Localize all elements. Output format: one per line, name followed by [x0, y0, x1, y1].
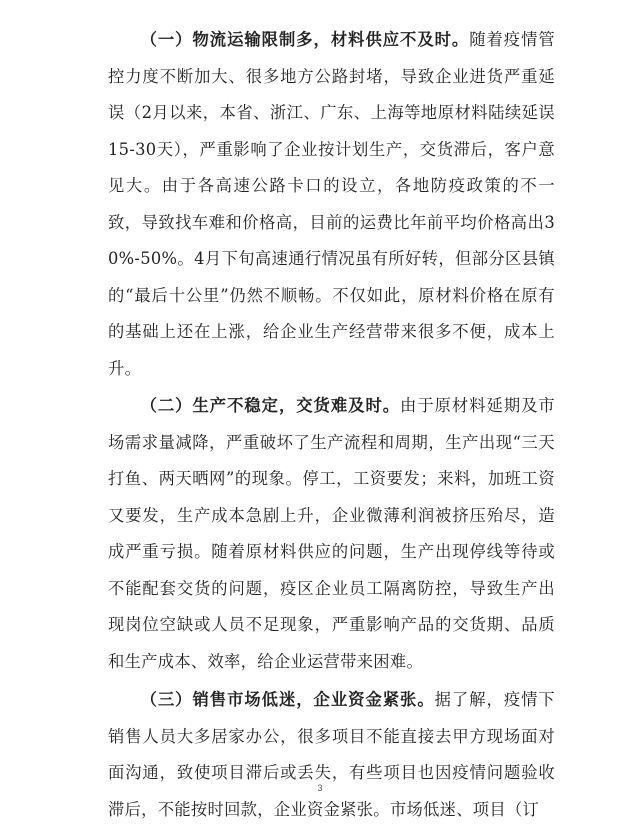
section-body-production: 由于原材料延期及市场需求量减降，严重破坏了生产流程和周期，生产出现“三天打鱼、两天晒网”的现象。停工，工资要发；来料，加班工资又要发，生产成本急剧上升，企业微薄利润被挤压殆尽，造成严重亏损。随着原材料供应的问题，生产出现停线等待或不能配套交货的问题，疫区企业员工隔离防控，导致生产出现岗位空缺或人员不足现象，严重影响产品的交货期、品质和生产成本、效率，给企业运营带来困难。: [108, 396, 555, 671]
section-body-sales: 据了解，疫情下销售人员大多居家办公，很多项目不能直接去甲方现场面对面沟通，致使项目滞后或丢失，有些项目也因疫情问题验收滞后，不能按时回款，企业资金紧张。市场低迷、项目（订: [108, 690, 555, 819]
page-number: 3: [317, 783, 323, 793]
section-heading-logistics: （一）物流运输限制多，材料供应不及时。: [140, 30, 470, 49]
paragraph-production: [108, 388, 555, 680]
section-heading-sales: （三）销售市场低迷，企业资金紧张。: [140, 690, 435, 709]
paragraph-logistics: [108, 22, 555, 387]
paragraph-sales: [108, 682, 555, 828]
section-body-logistics: 随着疫情管控力度不断加大、很多地方公路封堵，导致企业进货严重延误（2月以来，本省、浙江、广东、上海等地原材料陆续延误15-30天），严重影响了企业按计划生产，交货滞后，客户意见大。由于各高速公路卡口的设立，各地防疫政策的不一致，导致找车难和价格高，目前的运费比年前平均价格高出30%-50%。4月下旬高速通行情况虽有所好转，但部分区县镇的“最后十公里”仍然不顺畅。不仅如此，原材料价格在原有的基础上还在上涨，给企业生产经营带来很多不便，成本上升。: [108, 30, 555, 378]
section-heading-production: （二）生产不稳定，交货难及时。: [140, 396, 401, 415]
document-body: [108, 22, 555, 828]
